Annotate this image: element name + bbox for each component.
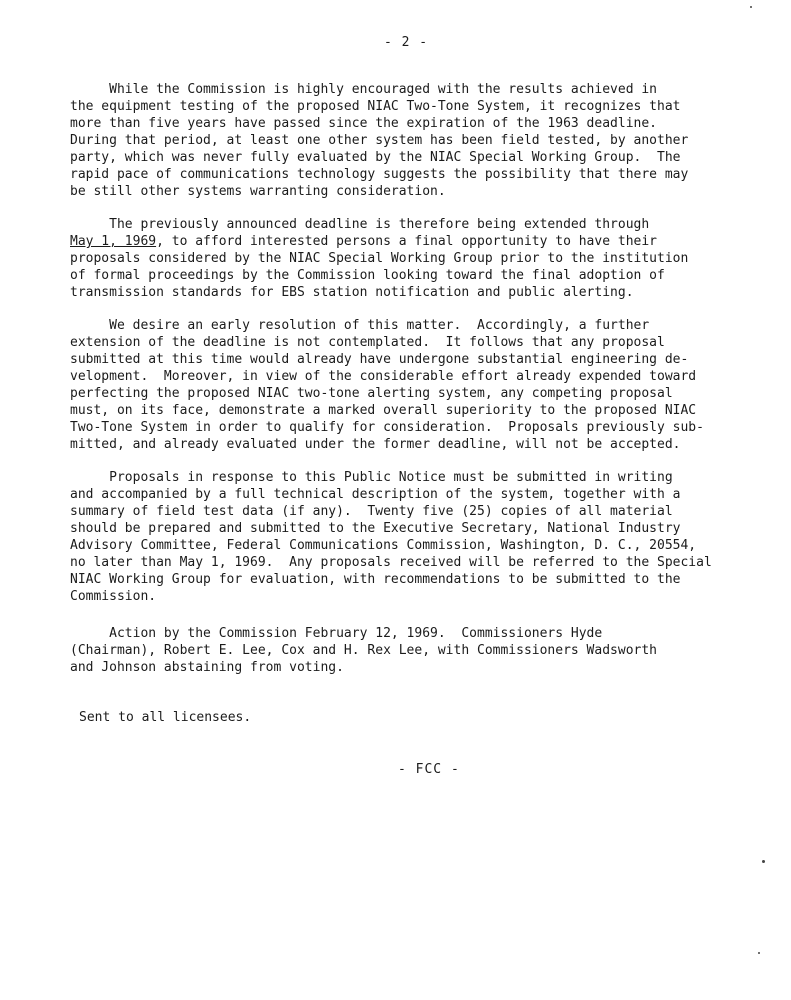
text-line: velopment. Moreover, in view of the considerable effort already expended toward (70, 369, 697, 384)
paragraph-2 (70, 216, 750, 301)
text-line: During that period, at least one other system has been field tested, by another (70, 133, 689, 148)
distribution-note: Sent to all licensees. (79, 710, 252, 725)
text-line: Proposals in response to this Public Notice must be submitted in writing (70, 470, 673, 485)
text-line: perfecting the proposed NIAC two-tone alerting system, any competing proposal (70, 386, 673, 401)
text-line: Commission. (70, 589, 157, 604)
paragraph-3 (70, 317, 750, 453)
text-line: mitted, and already evaluated under the former deadline, will not be accepted. (70, 437, 681, 452)
text-line: no later than May 1, 1969. Any proposals received will be referred to the Special (70, 555, 712, 570)
text-line: Advisory Committee, Federal Communications Commission, Washington, D. C., 20554, (70, 538, 697, 553)
text-line: proposals considered by the NIAC Special Working Group prior to the institution (70, 251, 689, 266)
paragraph-4 (70, 469, 750, 605)
paragraph-5 (70, 625, 750, 676)
text-fragment: , to afford interested persons a final opportunity to have their (156, 234, 657, 249)
text-line: (Chairman), Robert E. Lee, Cox and H. Rex Lee, with Commissioners Wadsworth (70, 643, 657, 658)
text-line: and accompanied by a full technical description of the system, together with a (70, 487, 681, 502)
text-line: the equipment testing of the proposed NIAC Two-Tone System, it recognizes that (70, 99, 681, 114)
text-line: of formal proceedings by the Commission looking toward the final adoption of (70, 268, 665, 283)
text-line (70, 233, 750, 250)
text-line: rapid pace of communications technology suggests the possibility that there may (70, 167, 689, 182)
text-line: submitted at this time would already have undergone substantial engineering de- (70, 352, 689, 367)
text-line: Two-Tone System in order to qualify for consideration. Proposals previously sub- (70, 420, 704, 435)
text-line: summary of field test data (if any). Twenty five (25) copies of all material (70, 504, 673, 519)
scan-speck (762, 860, 765, 863)
text-line: We desire an early resolution of this matter. Accordingly, a further (70, 318, 650, 333)
text-line: must, on its face, demonstrate a marked overall superiority to the proposed NIAC (70, 403, 697, 418)
text-line: NIAC Working Group for evaluation, with recommendations to be submitted to the (70, 572, 681, 587)
text-line: transmission standards for EBS station notification and public alerting. (70, 285, 634, 300)
deadline-date: May 1, 1969 (70, 234, 157, 249)
text-line: party, which was never fully evaluated by the NIAC Special Working Group. The (70, 150, 681, 165)
scan-speck (758, 952, 760, 954)
text-line: should be prepared and submitted to the Executive Secretary, National Industry (70, 521, 681, 536)
scan-speck (750, 6, 752, 8)
text-line: extension of the deadline is not contemplated. It follows that any proposal (70, 335, 665, 350)
text-line: Action by the Commission February 12, 1969. Commissioners Hyde (70, 626, 603, 641)
text-line: and Johnson abstaining from voting. (70, 660, 344, 675)
page-number: - 2 - (384, 35, 429, 50)
closing-mark: - FCC - (398, 762, 460, 777)
text-line: The previously announced deadline is therefore being extended through (70, 217, 650, 232)
text-line: While the Commission is highly encouraged with the results achieved in (70, 82, 657, 97)
text-line: more than five years have passed since the expiration of the 1963 deadline. (70, 116, 657, 131)
text-line: be still other systems warranting consideration. (70, 184, 446, 199)
paragraph-1 (70, 81, 750, 200)
